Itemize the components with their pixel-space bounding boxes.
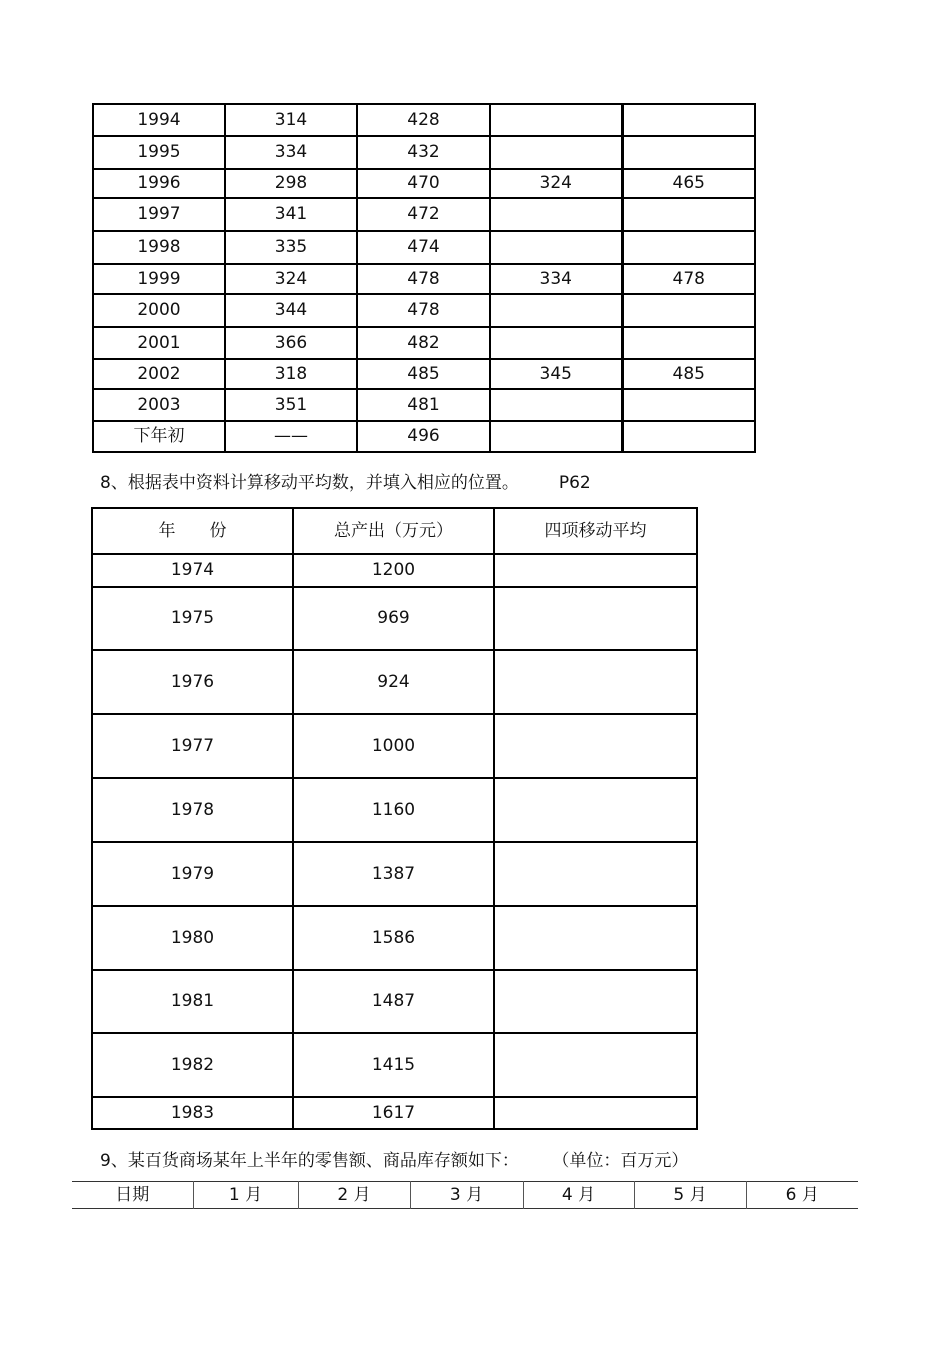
- table-cell: 1974: [92, 554, 293, 587]
- table-cell: 481: [357, 389, 490, 421]
- table-cell: [494, 650, 697, 714]
- table-row: [93, 231, 755, 264]
- table-cell: 472: [357, 198, 490, 231]
- table-cell: 1981: [92, 970, 293, 1033]
- table-cell: ——: [225, 421, 357, 452]
- table-cell: 496: [357, 421, 490, 452]
- column-header-month: 3 月: [410, 1182, 523, 1209]
- table-row: [93, 421, 755, 452]
- table-cell: 1996: [93, 169, 225, 198]
- table-row: [92, 1097, 697, 1129]
- table-cell: 485: [622, 359, 755, 389]
- table-cell: 1975: [92, 587, 293, 650]
- table-cell: 465: [622, 169, 755, 198]
- table-cell: [622, 198, 755, 231]
- table-cell: 1160: [293, 778, 494, 842]
- table-cell: [622, 421, 755, 452]
- table-cell: 341: [225, 198, 357, 231]
- table-cell: 1000: [293, 714, 494, 778]
- table-cell: [490, 231, 622, 264]
- table-cell: 344: [225, 294, 357, 327]
- question-8: [100, 468, 591, 493]
- column-header-output: 总产出（万元）: [293, 508, 494, 554]
- table-row: [93, 294, 755, 327]
- question-9: [100, 1146, 688, 1171]
- table-row: [92, 1033, 697, 1097]
- table-cell: [490, 421, 622, 452]
- table-cell: 1200: [293, 554, 494, 587]
- table-cell: [494, 587, 697, 650]
- table-cell: [494, 1097, 697, 1129]
- table-cell: 474: [357, 231, 490, 264]
- table-row: [92, 970, 697, 1033]
- table-cell: [490, 136, 622, 169]
- table-row: [93, 359, 755, 389]
- table-cell: [490, 389, 622, 421]
- table-cell: 1976: [92, 650, 293, 714]
- table-row: [92, 650, 697, 714]
- table-cell: 428: [357, 104, 490, 136]
- table-cell: 1995: [93, 136, 225, 169]
- table-row: [92, 842, 697, 906]
- table-row: [92, 714, 697, 778]
- table-row: [93, 389, 755, 421]
- table-cell: 1994: [93, 104, 225, 136]
- table-cell: 345: [490, 359, 622, 389]
- table-row: [92, 778, 697, 842]
- table-cell: 1487: [293, 970, 494, 1033]
- table-cell: 1977: [92, 714, 293, 778]
- table-cell: [494, 970, 697, 1033]
- table-cell: 1979: [92, 842, 293, 906]
- table-cell: 1387: [293, 842, 494, 906]
- table-cell: 318: [225, 359, 357, 389]
- table-cell: 969: [293, 587, 494, 650]
- table-cell: 470: [357, 169, 490, 198]
- table-cell: 2000: [93, 294, 225, 327]
- table-cell: [622, 104, 755, 136]
- column-header-month: 1 月: [193, 1182, 298, 1209]
- column-header-month: 5 月: [634, 1182, 746, 1209]
- table-cell: 2002: [93, 359, 225, 389]
- table-header-row: [92, 508, 697, 554]
- table-cell: 334: [225, 136, 357, 169]
- table-cell: [494, 778, 697, 842]
- table-cell: 2003: [93, 389, 225, 421]
- retail-inventory-table: [72, 1181, 858, 1209]
- moving-average-table: [91, 507, 698, 1130]
- table-header-row: [72, 1182, 858, 1209]
- table-cell: 478: [622, 264, 755, 294]
- table-cell: [622, 327, 755, 359]
- table-cell: 1982: [92, 1033, 293, 1097]
- column-header-month: 4 月: [523, 1182, 634, 1209]
- table-cell: 1415: [293, 1033, 494, 1097]
- table-cell: [494, 842, 697, 906]
- table-cell: 335: [225, 231, 357, 264]
- table-cell: 下年初: [93, 421, 225, 452]
- table-cell: 324: [225, 264, 357, 294]
- table-cell: [622, 389, 755, 421]
- table-cell: [494, 906, 697, 970]
- table-cell: [490, 198, 622, 231]
- unit-note: （单位：百万元）: [560, 1151, 689, 1171]
- table-cell: 432: [357, 136, 490, 169]
- table-row: [92, 587, 697, 650]
- table-cell: 485: [357, 359, 490, 389]
- table-cell: 334: [490, 264, 622, 294]
- table-row: [93, 169, 755, 198]
- table-row: [93, 264, 755, 294]
- table-cell: [490, 327, 622, 359]
- data-table-1: [92, 103, 756, 453]
- table-cell: [622, 231, 755, 264]
- table-cell: 1586: [293, 906, 494, 970]
- question-8-text: 8、根据表中资料计算移动平均数，并填入相应的位置。: [100, 473, 519, 493]
- table-cell: [494, 1033, 697, 1097]
- column-header-month: 6 月: [746, 1182, 858, 1209]
- table-row: [93, 104, 755, 136]
- table-cell: 1983: [92, 1097, 293, 1129]
- table-row: [92, 554, 697, 587]
- table-row: [92, 906, 697, 970]
- column-header-moving-average: 四项移动平均: [494, 508, 697, 554]
- table-cell: [490, 104, 622, 136]
- table-row: [93, 136, 755, 169]
- table-cell: [622, 136, 755, 169]
- table-cell: 478: [357, 294, 490, 327]
- table-cell: 1978: [92, 778, 293, 842]
- table-cell: [490, 294, 622, 327]
- table-cell: 1617: [293, 1097, 494, 1129]
- table-cell: [494, 554, 697, 587]
- table-row: [93, 327, 755, 359]
- table-cell: 482: [357, 327, 490, 359]
- table-cell: 924: [293, 650, 494, 714]
- table-cell: [494, 714, 697, 778]
- table-cell: 478: [357, 264, 490, 294]
- table-cell: 1999: [93, 264, 225, 294]
- column-header-month: 2 月: [298, 1182, 410, 1209]
- table-cell: 351: [225, 389, 357, 421]
- table-cell: 324: [490, 169, 622, 198]
- table-cell: [622, 294, 755, 327]
- question-9-text: 9、某百货商场某年上半年的零售额、商品库存额如下：: [100, 1151, 519, 1171]
- table-cell: 1997: [93, 198, 225, 231]
- column-header-year: 年 份: [92, 508, 293, 554]
- page-reference: P62: [558, 473, 591, 493]
- table-cell: 1980: [92, 906, 293, 970]
- column-header-date: 日期: [115, 1184, 150, 1205]
- table-cell: 314: [225, 104, 357, 136]
- table-cell: 298: [225, 169, 357, 198]
- table-cell: 1998: [93, 231, 225, 264]
- table-cell: 366: [225, 327, 357, 359]
- table-row: [93, 198, 755, 231]
- table-cell: 2001: [93, 327, 225, 359]
